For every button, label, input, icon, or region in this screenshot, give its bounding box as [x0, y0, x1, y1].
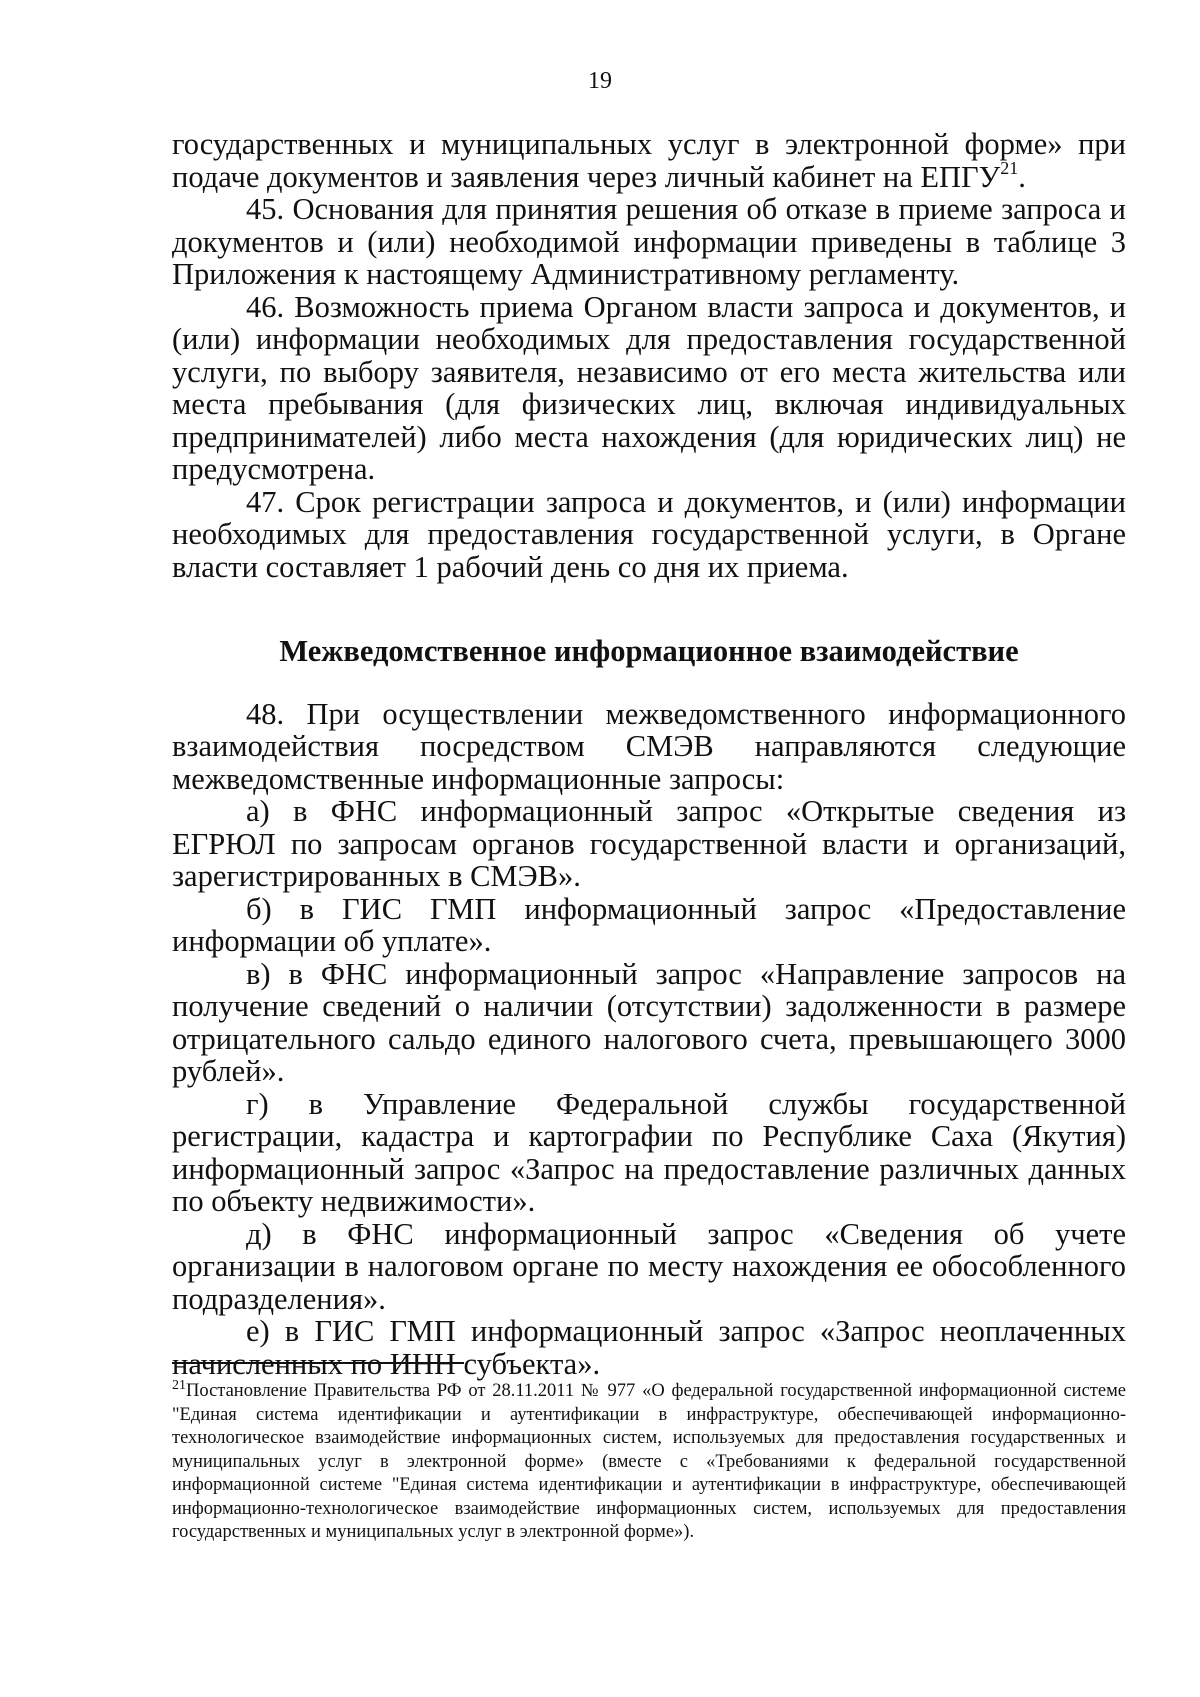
list-item-g: г) в Управление Федеральной службы государственной регистрации, кадастра и картографии по Республике Саха (Якутия) информационный запрос «Запрос на предоставление различных данных по объекту недвижимости».	[172, 1086, 1126, 1218]
paragraph-45: 45. Основания для принятия решения об отказе в приеме запроса и документов и (или) необходимой информации приведены в таблице 3 Приложения к настоящему Административному регламенту.	[172, 192, 1126, 291]
list-item-a: а) в ФНС информационный запрос «Открытые сведения из ЕГРЮЛ по запросам органов государственной власти и организаций, зарегистрированных в СМЭВ».	[172, 794, 1126, 893]
section-heading: Межведомственное информационное взаимодействие	[279, 634, 1019, 668]
list-item-d: д) в ФНС информационный запрос «Сведения об учете организации в налоговом органе по месту нахождения ее обособленного подразделения».	[172, 1216, 1126, 1316]
paragraph-47: 47. Срок регистрации запроса и документов, и (или) информации необходимых для предоставления государственной услуги, в Органе власти составляет 1 рабочий день со дня их приема.	[172, 484, 1126, 584]
footnote-divider	[172, 1362, 464, 1364]
list-item-b: б) в ГИС ГМП информационный запрос «Предоставление информации об уплате».	[172, 891, 1126, 958]
list-item-v: в) в ФНС информационный запрос «Направление запросов на получение сведений о наличии (отсутствии) задолженности в размере отрицательного сальдо единого налогового счета, превышающего 3000 рублей».	[172, 956, 1126, 1088]
paragraph-48: 48. При осуществлении межведомственного информационного взаимодействия посредством СМЭВ направляются следующие межведомственные информационные запросы:	[172, 696, 1126, 796]
paragraph-continuation	[172, 128, 1126, 193]
footnote-text: Постановление Правительства РФ от 28.11.2011 № 977 «О федеральной государственной информационной системе "Единая система идентификации и аутентификации в инфраструктуре, обеспечивающей информационно-технологическое взаимодействие информационных систем, используемых для предоставления государственных и муниципальных услуг в электронной форме» (вместе с «Требованиями к федеральной государственной информационной системе "Единая система идентификации и аутентификации в инфраструктуре, обеспечивающей информационно-технологическое взаимодействие информационных систем, используемых для предоставления государственных и муниципальных услуг в электронной форме»).	[172, 1381, 1126, 1542]
paragraph-continuation-text: государственных и муниципальных услуг в электронной форме» при подаче документов и заявления через личный кабинет на ЕПГУ	[172, 127, 1126, 194]
list-item-e: е) в ГИС ГМП информационный запрос «Запрос неоплаченных начисленных по ИНН субъекта».	[172, 1314, 1126, 1381]
page-number: 19	[588, 68, 612, 94]
paragraph-continuation-end: .	[1018, 159, 1026, 194]
footnote	[172, 1377, 1126, 1545]
paragraph-46: 46. Возможность приема Органом власти запроса и документов, и (или) информации необходимых для предоставления государственной услуги, по выбору заявителя, независимо от его места жительства или места пребывания (для физических лиц, включая индивидуальных предпринимателей) либо места нахождения (для юридических лиц) не предусмотрена.	[172, 289, 1126, 486]
footnote-number: 21	[172, 1377, 186, 1393]
footnote-reference[interactable]: 21	[1000, 158, 1019, 179]
body-text	[172, 128, 1126, 1380]
